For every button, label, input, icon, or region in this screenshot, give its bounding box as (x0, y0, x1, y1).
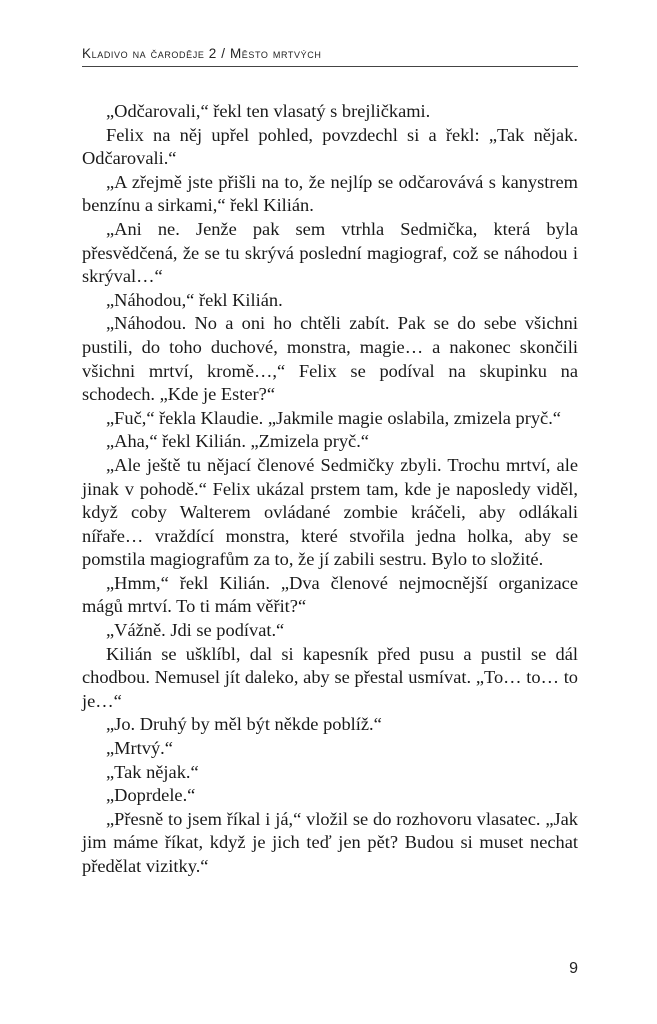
header-rule (82, 66, 578, 67)
paragraph: „Doprdele.“ (106, 785, 196, 806)
paragraph: „Náhodou. No a oni ho chtěli zabít. Pak se do sebe všichni pustili, do toho duchové, monstra, magie… a nakonec skončili všichni mrtví, kromě…,“ Felix se podíval na skupinku na schodech. „Kde je Ester?“ (82, 313, 578, 405)
paragraph: „Tak nějak.“ (106, 761, 199, 782)
paragraph: „Odčarovali,“ řekl ten vlasatý s brejličkami. (106, 101, 431, 121)
paragraph: „Mrtvý.“ (106, 738, 173, 759)
paragraph: Felix na něj upřel pohled, povzdechl si a řekl: „Tak nějak. Odčarovali.“ (82, 124, 578, 169)
paragraph: „Přesně to jsem říkal i já,“ vložil se do rozhovoru vlasatec. „Jak jim máme říkat, když je jich teď jen pět? Budou si muset nechat předělat vizitky.“ (82, 808, 578, 876)
body-text (82, 100, 578, 879)
paragraph: „Vážně. Jdi se podívat.“ (106, 620, 285, 641)
paragraph: „Aha,“ řekl Kilián. „Zmizela pryč.“ (106, 431, 369, 452)
paragraph: „Fuč,“ řekla Klaudie. „Jakmile magie oslabila, zmizela pryč.“ (106, 407, 561, 428)
paragraph: „Ani ne. Jenže pak sem vtrhla Sedmička, která byla přesvědčená, že se tu skrývá poslední magiograf, což se náhodou i skrýval…“ (82, 218, 578, 287)
paragraph: „Náhodou,“ řekl Kilián. (106, 289, 283, 310)
running-header: Kladivo na čaroděje 2 / Město mrtvých (82, 46, 322, 61)
paragraph: „A zřejmě jste přišli na to, že nejlíp se odčarovává s kanystrem benzínu a sirkami,“ řekl Kilián. (82, 171, 578, 216)
paragraph: „Jo. Druhý by měl být někde poblíž.“ (106, 714, 382, 735)
paragraph: „Ale ještě tu nějací členové Sedmičky zbyli. Trochu mrtví, ale jinak v pohodě.“ Felix ukázal prstem tam, kde je naposledy viděl, když coby Walterem ovládané zombie kráčeli, aby odlákali nířaře… vraždící monstra, které stvořila jedna holka, aby se pomstila magiografům za to, že jí zabili sestru. Bylo to složité. (82, 454, 578, 570)
paragraph: „Hmm,“ řekl Kilián. „Dva členové nejmocnější organizace mágů mrtví. To ti mám věřit?“ (82, 572, 578, 617)
page-number: 9 (569, 960, 578, 977)
paragraph: Kilián se ušklíbl, dal si kapesník před pusu a pustil se dál chodbou. Nemusel jít daleko, aby se přestal usmívat. „To… to… to je…“ (82, 643, 578, 711)
